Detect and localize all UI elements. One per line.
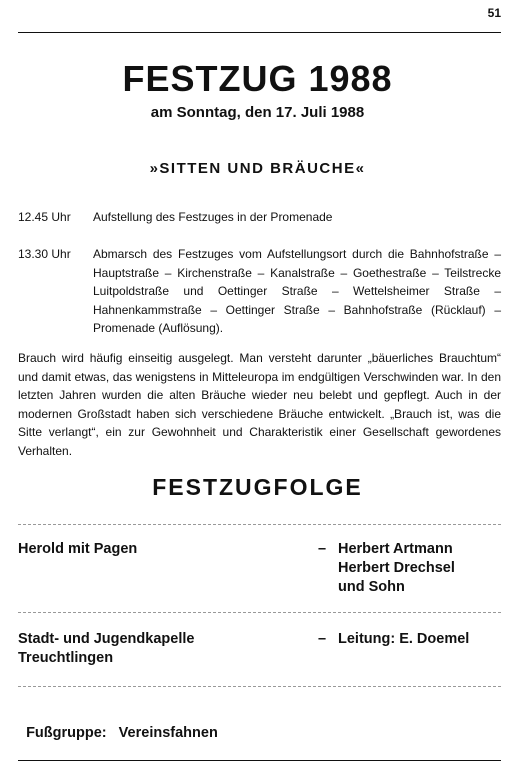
lineup-group bbox=[18, 705, 298, 743]
lineup-group-line: Herold mit Pagen bbox=[18, 541, 138, 557]
lineup-group-line: Treuchtlingen bbox=[18, 650, 114, 666]
lineup-group-line: Fußgruppe: Vereinsfahnen bbox=[26, 725, 218, 741]
lineup-group bbox=[18, 630, 298, 668]
motto: »SITTEN UND BRÄUCHE« bbox=[149, 160, 366, 177]
schedule-time: 13.30 Uhr bbox=[18, 247, 71, 261]
lineup-person-line bbox=[318, 559, 508, 578]
page-number: 51 bbox=[487, 6, 501, 20]
lineup-person-line bbox=[318, 540, 508, 559]
lineup-people bbox=[318, 540, 508, 597]
bottom-rule bbox=[18, 760, 501, 761]
section-rule bbox=[18, 524, 501, 525]
page-title: FESTZUG 1988 bbox=[122, 58, 393, 99]
schedule-text: Abmarsch des Festzuges vom Aufstellungsort durch die Bahnhofstraße – Hauptstraße – Kirchenstraße – Kanalstraße – Goethestraße – Teilstrecke Luitpoldstraße und Oettinger Straße – Wettelsheimer Straße – Hahnenkammstraße – Oettinger Straße – Bahnhofstraße (Rücklauf) – Promenade (Auflösung). bbox=[93, 247, 501, 335]
intro-paragraph: Brauch wird häufig einseitig ausgelegt. Man versteht darunter „bäuerliches Brauchtum“ und damit etwas, das wenigstens in Mitteleuropa im endgültigen Verschwinden war. In den letzten Jahren wurden die alten Bräuche wieder neu belebt und gepflegt. Auch in der modernen Großstadt haben sich verschiedene Bräuche entwickelt. „Brauch ist, was die Sitte verlangt“, ein zur Gewohnheit und Charakteristik einer Gesellschaft gewordenes Verhalten. bbox=[18, 351, 501, 458]
lineup-rule bbox=[18, 686, 501, 687]
lineup-person: Leitung: E. Doemel bbox=[338, 631, 470, 647]
schedule-text: Aufstellung des Festzuges in der Promenade bbox=[93, 210, 333, 224]
lineup-person: Herbert Artmann bbox=[338, 541, 453, 557]
lineup-person: und Sohn bbox=[338, 579, 405, 595]
schedule-time: 12.45 Uhr bbox=[18, 210, 71, 224]
schedule-item bbox=[18, 245, 501, 338]
section-title: FESTZUGFOLGE bbox=[152, 474, 363, 500]
lineup-group-line: Stadt- und Jugendkapelle bbox=[18, 631, 195, 647]
lineup-person-line bbox=[318, 578, 508, 597]
page-subtitle: am Sonntag, den 17. Juli 1988 bbox=[150, 104, 365, 121]
top-rule bbox=[18, 32, 501, 33]
lineup-rule bbox=[18, 612, 501, 613]
lineup-dash: – bbox=[318, 631, 327, 647]
schedule-item bbox=[18, 208, 501, 227]
lineup-person-line bbox=[318, 630, 508, 649]
lineup-person: Herbert Drechsel bbox=[338, 560, 455, 576]
lineup-group bbox=[18, 540, 298, 559]
lineup-people bbox=[318, 630, 508, 649]
lineup-dash: – bbox=[318, 541, 327, 557]
